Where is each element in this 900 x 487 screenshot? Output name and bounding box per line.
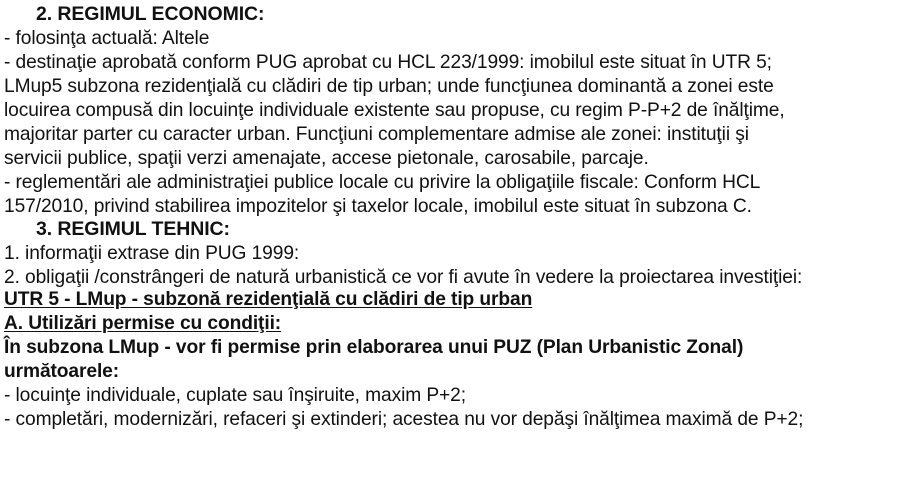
subsection-a-title: A. Utilizări permise cu condiţii: xyxy=(4,313,282,334)
text-line: LMup5 subzona rezidenţială cu clădiri de tip urban; unde funcţiunea dominantă a zonei este xyxy=(4,76,774,97)
text-line: servicii publice, spaţii verzi amenajate, accese pietonale, carosabile, parcaje. xyxy=(4,148,649,169)
list-item: - locuinţe individuale, cuplate sau înşiruite, maxim P+2; xyxy=(4,385,466,406)
text-line: - destinaţie aprobată conform PUG aprobat cu HCL 223/1999: imobilul este situat în UTR 5; xyxy=(4,52,772,73)
utr-title: UTR 5 - LMup - subzonă rezidenţială cu clădiri de tip urban xyxy=(4,289,533,310)
text-line: locuirea compusă din locuinţe individuale existente sau propuse, cu regim P-P+2 de înălţime, xyxy=(4,100,785,121)
text-line: - reglementări ale administraţiei publice locale cu privire la obligaţiile fiscale: Conform HCL xyxy=(4,172,761,193)
text-line: 2. obligaţii /constrângeri de natură urbanistică ce vor fi avute în vedere la proiectarea investiţiei: xyxy=(4,267,803,288)
section-2-heading: 2. REGIMUL ECONOMIC: xyxy=(36,3,265,25)
section-3-heading: 3. REGIMUL TEHNIC: xyxy=(36,218,230,240)
text-line: majoritar parter cu caracter urban. Funcţiuni complementare admise ale zonei: instituţii şi xyxy=(4,124,749,145)
puz-line: În subzona LMup - vor fi permise prin elaborarea unui PUZ (Plan Urbanistic Zonal) xyxy=(4,337,744,358)
list-item: - completări, modernizări, refaceri şi extinderi; acestea nu vor depăşi înălţimea maximă de P+2; xyxy=(4,409,804,430)
text-line: 157/2010, privind stabilirea impozitelor şi taxelor locale, imobilul este situat în subzona C. xyxy=(4,196,752,217)
text-line: - folosinţa actuală: Altele xyxy=(4,28,210,49)
text-line: 1. informaţii extrase din PUG 1999: xyxy=(4,243,300,264)
puz-line-continued: următoarele: xyxy=(4,361,120,382)
